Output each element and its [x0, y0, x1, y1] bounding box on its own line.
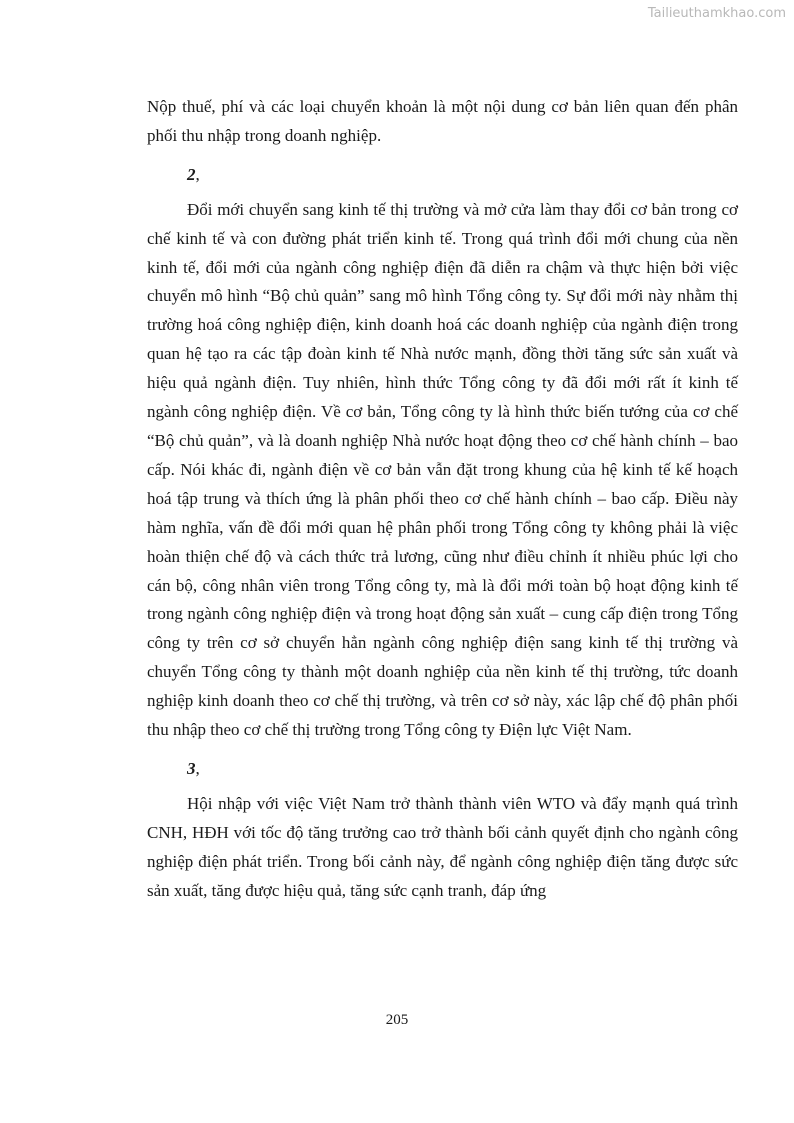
paragraph-1: Nộp thuế, phí và các loại chuyển khoản là một nội dung cơ bản liên quan đến phân phối thu nhập trong doanh nghiệp. [147, 97, 738, 145]
watermark: Tailieuthamkhao.com [647, 6, 786, 21]
section-number-3-comma: , [195, 758, 200, 778]
section-number-3 [147, 755, 738, 784]
section-number-2-comma: , [195, 164, 200, 184]
section-number-2 [147, 161, 738, 190]
page-number: 205 [385, 1012, 409, 1028]
document-body [147, 93, 738, 905]
section-number-2-digit: 2 [187, 164, 196, 184]
paragraph-3: Hội nhập với việc Việt Nam trở thành thành viên WTO và đẩy mạnh quá trình CNH, HĐH với tốc độ tăng trưởng cao trở thành bối cảnh quyết định cho ngành công nghiệp điện phát triển. Trong bối cảnh này, để ngành công nghiệp điện tăng được sức sản xuất, tăng được hiệu quả, tăng sức cạnh tranh, đáp ứng [147, 793, 738, 900]
section-number-3-digit: 3 [187, 758, 196, 778]
paragraph-2: Đổi mới chuyển sang kinh tế thị trường và mở cửa làm thay đổi cơ bản trong cơ chế kinh tế và con đường phát triển kinh tế. Trong quá trình đổi mới chung của nền kinh tế, đổi mới của ngành công nghiệp điện đã diễn ra chậm và thực hiện bởi việc chuyển mô hình “Bộ chủ quản” sang mô hình Tổng công ty. Sự đổi mới này nhằm thị trường hoá công nghiệp điện, kinh doanh hoá các doanh nghiệp của ngành điện trong quan hệ tạo ra các tập đoàn kinh tế Nhà nước mạnh, đồng thời tăng sức sản xuất và hiệu quả ngành điện. Tuy nhiên, hình thức Tổng công ty đã đổi mới rất ít kinh tế ngành công nghiệp điện. Về cơ bản, Tổng công ty là hình thức biến tướng của cơ chế “Bộ chủ quản”, và là doanh nghiệp Nhà nước hoạt động theo cơ chế hành chính – bao cấp. Nói khác đi, ngành điện về cơ bản vẫn đặt trong khung của hệ kinh tế kế hoạch hoá tập trung và thích ứng là phân phối theo cơ chế hành chính – bao cấp. Điều này hàm nghĩa, vấn đề đổi mới quan hệ phân phối trong Tổng công ty không phải là việc hoàn thiện chế độ và cách thức trả lương, cũng như điều chỉnh ít nhiều phúc lợi cho cán bộ, công nhân viên trong Tổng công ty, mà là đổi mới toàn bộ hoạt động kinh tế trong ngành công nghiệp điện và trong hoạt động sản xuất – cung cấp điện trong Tổng công ty trên cơ sở chuyển hẳn ngành công nghiệp điện sang kinh tế thị trường và chuyển Tổng công ty thành một doanh nghiệp của nền kinh tế thị trường, tức doanh nghiệp kinh doanh theo cơ chế thị trường, và trên cơ sở này, xác lập chế độ phân phối thu nhập theo cơ chế thị trường trong Tổng công ty Điện lực Việt Nam. [147, 199, 738, 740]
